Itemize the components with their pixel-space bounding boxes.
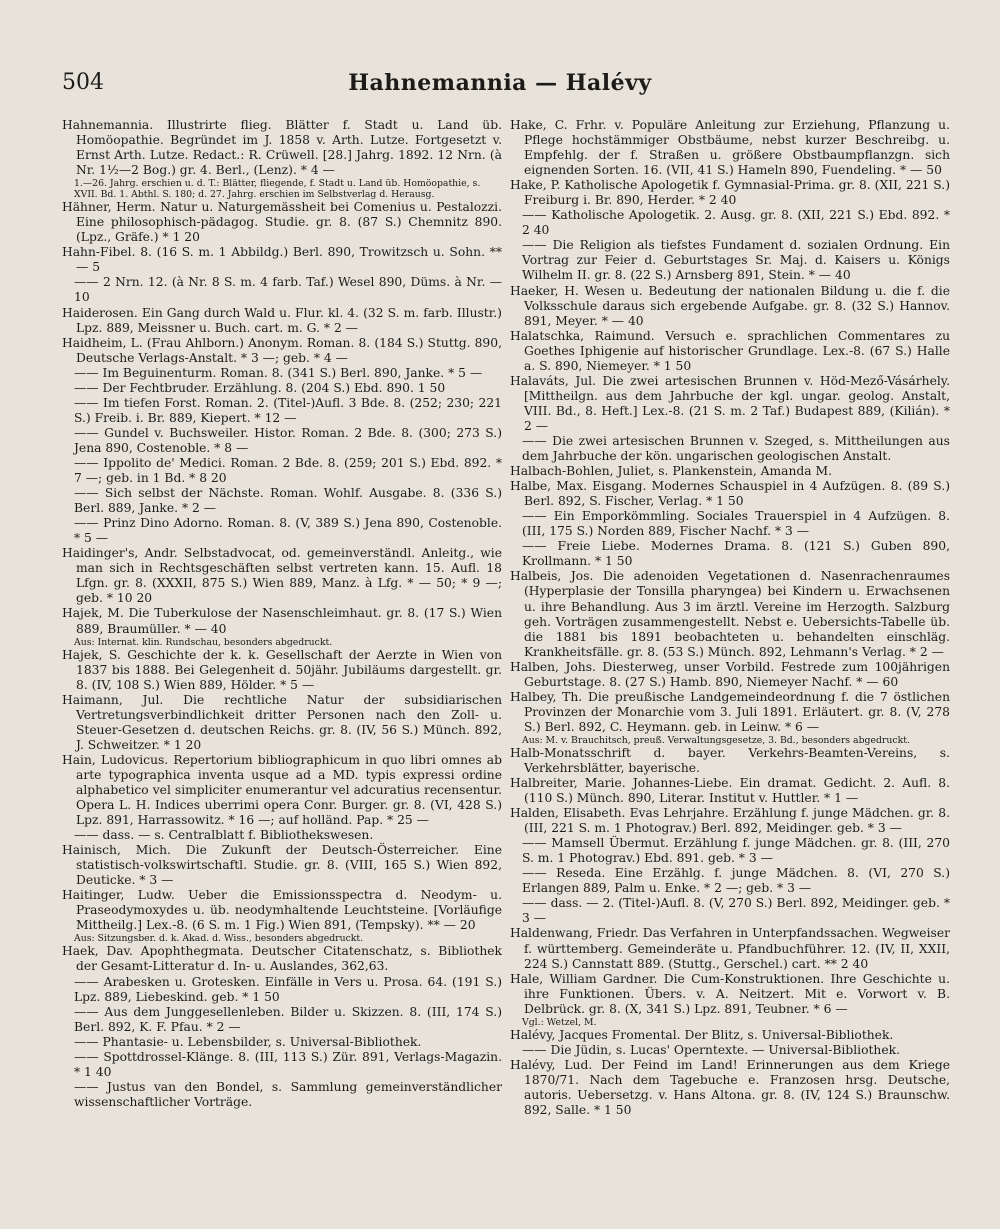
entry: —— Justus van den Bondel, s. Sammlung gemeinverständlicher wissenschaftlicher Vorträge. [74, 1079, 502, 1109]
entry: Hale, William Gardner. Die Cum-Konstruktionen. Ihre Geschichte u. ihre Funktionen. Übers. v. A. Neitzert. Mit e. Vorwort v. B. Delbrück. gr. 8. (X, 341 S.) Lpz. 891, Teubner. * 6 — [510, 971, 950, 1016]
entry: —— 2 Nrn. 12. (à Nr. 8 S. m. 4 farb. Taf.) Wesel 890, Düms. à Nr. — 10 [74, 275, 502, 305]
entry: Haitinger, Ludw. Ueber die Emissionsspectra d. Neodym- u. Praseodymoxydes u. üb. neodymhaltende Leuchtsteine. [Vorläufige Mittheilg.] Lex.-8. (6 S. m. 1 Fig.) Wien 891, (Tempsky). ** — 20 [62, 888, 502, 933]
left-column [62, 118, 502, 1110]
entry: —— Freie Liebe. Modernes Drama. 8. (121 S.) Guben 890, Krollmann. * 1 50 [522, 539, 950, 569]
right-column [510, 118, 950, 1118]
entry: —— Katholische Apologetik. 2. Ausg. gr. 8. (XII, 221 S.) Ebd. 892. * 2 40 [522, 208, 950, 238]
entry-note: Aus: M. v. Brauchitsch, preuß. Verwaltungsgesetze, 3. Bd., besonders abgedruckt. [522, 734, 910, 746]
entry: Hake, C. Frhr. v. Populäre Anleitung zur Erziehung, Pflanzung u. Pflege hochstämmiger Obstbäume, nebst kurzer Beschreibg. u. Empfehlg. der f. Straßen u. größere Obstbaumpflanzgn. sich eignenden Sorten. 16. (VII, 41 S.) Hameln 890, Fuendeling. * — 50 [510, 118, 950, 178]
entry: Halben, Johs. Diesterweg, unser Vorbild. Festrede zum 100jährigen Geburtstage. 8. (27 S.) Hamb. 890, Niemeyer Nachf. * — 60 [510, 659, 950, 689]
entry: —— Gundel v. Buchsweiler. Histor. Roman. 2 Bde. 8. (300; 273 S.) Jena 890, Costenoble. * 8 — [74, 425, 502, 455]
entry: Haidinger's, Andr. Selbstadvocat, od. gemeinverständl. Anleitg., wie man sich in Rechtsgeschäften selbst vertreten kann. 15. Aufl. 18 Lfgn. gr. 8. (XXXII, 875 S.) Wien 889, Manz. à Lfg. * — 50; * 9 —; geb. * 10 20 [62, 546, 502, 606]
entry: —— Sich selbst der Nächste. Roman. Wohlf. Ausgabe. 8. (336 S.) Berl. 889, Janke. * 2 — [74, 486, 502, 516]
entry: Hajek, S. Geschichte der k. k. Gesellschaft der Aerzte in Wien von 1837 bis 1888. Bei Gelegenheit d. 50jähr. Jubiläums dargestellt. gr. 8. (IV, 108 S.) Wien 889, Hölder. * 5 — [62, 647, 502, 692]
entry: —— Prinz Dino Adorno. Roman. 8. (V, 389 S.) Jena 890, Costenoble. * 5 — [74, 516, 502, 546]
entry: —— Die Religion als tiefstes Fundament d. sozialen Ordnung. Ein Vortrag zur Feier d. Geburtstages Sr. Maj. d. Kaisers u. Königs Wilhelm II. gr. 8. (22 S.) Arnsberg 891, Stein. * — 40 [522, 238, 950, 283]
entry-note: Vgl.: Wetzel, M. [522, 1016, 597, 1028]
entry: Halbe, Max. Eisgang. Modernes Schauspiel in 4 Aufzügen. 8. (89 S.) Berl. 892, S. Fischer, Verlag. * 1 50 [510, 479, 950, 509]
entry: Halbeis, Jos. Die adenoiden Vegetationen d. Nasenrachenraumes (Hyperplasie der Tonsilla pharyngea) bei Kindern u. Erwachsenen u. ihre Behandlung. Aus 3 im ärztl. Vereine im Herzogth. Salzburg geh. Vorträgen zusammengestellt. Nebst e. Uebersichts-Tabelle üb. die 1881 bis 1891 beobachteten u. behandelten einschläg. Krankheitsfälle. gr. 8. (53 S.) Münch. 892, Lehmann's Verlag. * 2 — [510, 569, 950, 659]
entry: Halbey, Th. Die preußische Landgemeindeordnung f. die 7 östlichen Provinzen der Monarchie vom 3. Juli 1891. Erläutert. gr. 8. (V, 278 S.) Berl. 892, C. Heymann. geb. in Leinw. * 6 — [510, 689, 950, 734]
running-head: Hahnemannia — Halévy [348, 70, 652, 96]
entry: —— Mamsell Übermut. Erzählung f. junge Mädchen. gr. 8. (III, 270 S. m. 1 Photograv.) Ebd. 891. geb. * 3 — [522, 836, 950, 866]
entry: Halévy, Lud. Der Feind im Land! Erinnerungen aus dem Kriege 1870/71. Nach dem Tagebuche e. Franzosen hrsg. Deutsche, autoris. Uebersetzg. v. Hans Altona. gr. 8. (IV, 124 S.) Braunschw. 892, Salle. * 1 50 [510, 1057, 950, 1117]
entry: Halbach-Bohlen, Juliet, s. Plankenstein, Amanda M. [510, 464, 833, 479]
entry: Haiderosen. Ein Gang durch Wald u. Flur. kl. 4. (32 S. m. farb. Illustr.) Lpz. 889, Meissner u. Buch. cart. m. G. * 2 — [62, 305, 502, 335]
entry: Halatschka, Raimund. Versuch e. sprachlichen Commentares zu Goethes Iphigenie auf historischer Grundlage. Lex.-8. (67 S.) Halle a. S. 890, Niemeyer. * 1 50 [510, 328, 950, 373]
entry: Haek, Dav. Apophthegmata. Deutscher Citatenschatz, s. Bibliothek der Gesamt-Litteratur d. In- u. Auslandes, 362,63. [62, 944, 502, 974]
entry: —— dass. — 2. (Titel-)Aufl. 8. (V, 270 S.) Berl. 892, Meidinger. geb. * 3 — [522, 896, 950, 926]
entry: —— Im Beguinenturm. Roman. 8. (341 S.) Berl. 890, Janke. * 5 — [74, 365, 483, 380]
entry-note: 1.—26. Jahrg. erschien u. d. T.: Blätter, fliegende, f. Stadt u. Land üb. Homöopathie, s. XVII. Bd. 1. Abthl. S. 180; d. 27. Jahrg. erschien im Selbstverlag d. Herausg. [74, 178, 481, 201]
entry: Hajek, M. Die Tuberkulose der Nasenschleimhaut. gr. 8. (17 S.) Wien 889, Braumüller. * — 40 [62, 606, 502, 636]
entry: Hähner, Herm. Natur u. Naturgemässheit bei Comenius u. Pestalozzi. Eine philosophisch-pädagog. Studie. gr. 8. (87 S.) Chemnitz 890. (Lpz., Gräfe.) * 1 20 [62, 200, 502, 245]
entry: Halévy, Jacques Fromental. Der Blitz, s. Universal-Bibliothek. [510, 1027, 894, 1042]
entry: Haimann, Jul. Die rechtliche Natur der subsidiarischen Vertretungsverbindlichkeit dritter Personen nach den Zoll- u. Steuer-Gesetzen d. deutschen Reichs. gr. 8. (IV, 56 S.) Münch. 892, J. Schweitzer. * 1 20 [62, 692, 502, 752]
entry: —— Im tiefen Forst. Roman. 2. (Titel-)Aufl. 3 Bde. 8. (252; 230; 221 S.) Freib. i. Br. 889, Kiepert. * 12 — [74, 395, 502, 425]
entry: —— dass. — s. Centralblatt f. Bibliothekswesen. [74, 828, 374, 843]
entry: —— Reseda. Eine Erzählg. f. junge Mädchen. 8. (VI, 270 S.) Erlangen 889, Palm u. Enke. * 2 —; geb. * 3 — [522, 866, 950, 896]
entry: Halbreiter, Marie. Johannes-Liebe. Ein dramat. Gedicht. 2. Aufl. 8. (110 S.) Münch. 890, Literar. Institut v. Huttler. * 1 — [510, 776, 950, 806]
entry: Halden, Elisabeth. Evas Lehrjahre. Erzählung f. junge Mädchen. gr. 8. (III, 221 S. m. 1 Photograv.) Berl. 892, Meidinger. geb. * 3 — [510, 806, 950, 836]
entry-note: Aus: Sitzungsber. d. k. Akad. d. Wiss., besonders abgedruckt. [74, 933, 364, 945]
entry: Hake, P. Katholische Apologetik f. Gymnasial-Prima. gr. 8. (XII, 221 S.) Freiburg i. Br. 890, Herder. * 2 40 [510, 178, 950, 208]
entry: —— Aus dem Junggesellenleben. Bilder u. Skizzen. 8. (III, 174 S.) Berl. 892, K. F. Pfau. * 2 — [74, 1004, 502, 1034]
entry: Halb-Monatsschrift d. bayer. Verkehrs-Beamten-Vereins, s. Verkehrsblätter, bayerische. [510, 745, 950, 775]
entry-note: Aus: Internat. klin. Rundschau, besonders abgedruckt. [74, 636, 333, 648]
entry: Hahn-Fibel. 8. (16 S. m. 1 Abbildg.) Berl. 890, Trowitzsch u. Sohn. ** — 5 [62, 245, 502, 275]
entry: Haeker, H. Wesen u. Bedeutung der nationalen Bildung u. die f. die Volksschule daraus sich ergebende Aufgabe. gr. 8. (32 S.) Hannov. 891, Meyer. * — 40 [510, 283, 950, 328]
entry: Hain, Ludovicus. Repertorium bibliographicum in quo libri omnes ab arte typographica inventa usque ad a MD. typis expressi ordine alphabetico vel simpliciter enumerantur vel adcuratius recensentur. Opera L. H. Indices uberrimi opera Conr. Burger. gr. 8. (VI, 428 S.) Lpz. 891, Harrassowitz. * 16 —; auf holländ. Pap. * 25 — [62, 752, 502, 828]
entry: Haldenwang, Friedr. Das Verfahren in Unterpfandssachen. Wegweiser f. württemberg. Gemeinderäte u. Pfandbuchführer. 12. (IV, II, XXII, 224 S.) Cannstatt 889. (Stuttg., Gerschel.) cart. ** 2 40 [510, 926, 950, 971]
entry: —— Phantasie- u. Lebensbilder, s. Universal-Bibliothek. [74, 1034, 422, 1049]
entry: —— Ippolito de' Medici. Roman. 2 Bde. 8. (259; 201 S.) Ebd. 892. * 7 —; geb. in 1 Bd. * 8 20 [74, 455, 502, 486]
entry: —— Der Fechtbruder. Erzählung. 8. (204 S.) Ebd. 890. 1 50 [74, 380, 446, 395]
entry: —— Ein Emporkömmling. Sociales Trauerspiel in 4 Aufzügen. 8. (III, 175 S.) Norden 889, Fischer Nachf. * 3 — [522, 509, 950, 539]
page-number: 504 [62, 70, 104, 95]
entry: —— Die zwei artesischen Brunnen v. Szeged, s. Mittheilungen aus dem Jahrbuche der kön. ungarischen geologischen Anstalt. [522, 433, 950, 464]
entry: —— Spottdrossel-Klänge. 8. (III, 113 S.) Zür. 891, Verlags-Magazin. * 1 40 [74, 1049, 502, 1079]
entry: —— Arabesken u. Grotesken. Einfälle in Vers u. Prosa. 64. (191 S.) Lpz. 889, Liebeskind. geb. * 1 50 [74, 974, 502, 1004]
entry: —— Die Jüdin, s. Lucas' Operntexte. — Universal-Bibliothek. [522, 1042, 900, 1057]
entry: Hainisch, Mich. Die Zukunft der Deutsch-Österreicher. Eine statistisch-volkswirtschaftl. Studie. gr. 8. (VIII, 165 S.) Wien 892, Deuticke. * 3 — [62, 843, 502, 888]
entry: Hahnemannia. Illustrirte flieg. Blätter f. Stadt u. Land üb. Homöopathie. Begründet im J. 1858 v. Arth. Lutze. Fortgesetzt v. Ernst Arth. Lutze. Redact.: R. Crüwell. [28.] Jahrg. 1892. 12 Nrn. (à Nr. 1½—2 Bog.) gr. 4. Berl., (Lenz). * 4 — [62, 118, 502, 178]
entry: Haidheim, L. (Frau Ahlborn.) Anonym. Roman. 8. (184 S.) Stuttg. 890, Deutsche Verlags-Anstalt. * 3 —; geb. * 4 — [62, 335, 502, 365]
entry: Halaváts, Jul. Die zwei artesischen Brunnen v. Höd-Mező-Vásárhely. [Mittheilgn. aus dem Jahrbuche der kgl. ungar. geolog. Anstalt, VIII. Bd., 8. Heft.] Lex.-8. (21 S. m. 2 Taf.) Budapest 889, (Kilián). * 2 — [510, 373, 950, 433]
